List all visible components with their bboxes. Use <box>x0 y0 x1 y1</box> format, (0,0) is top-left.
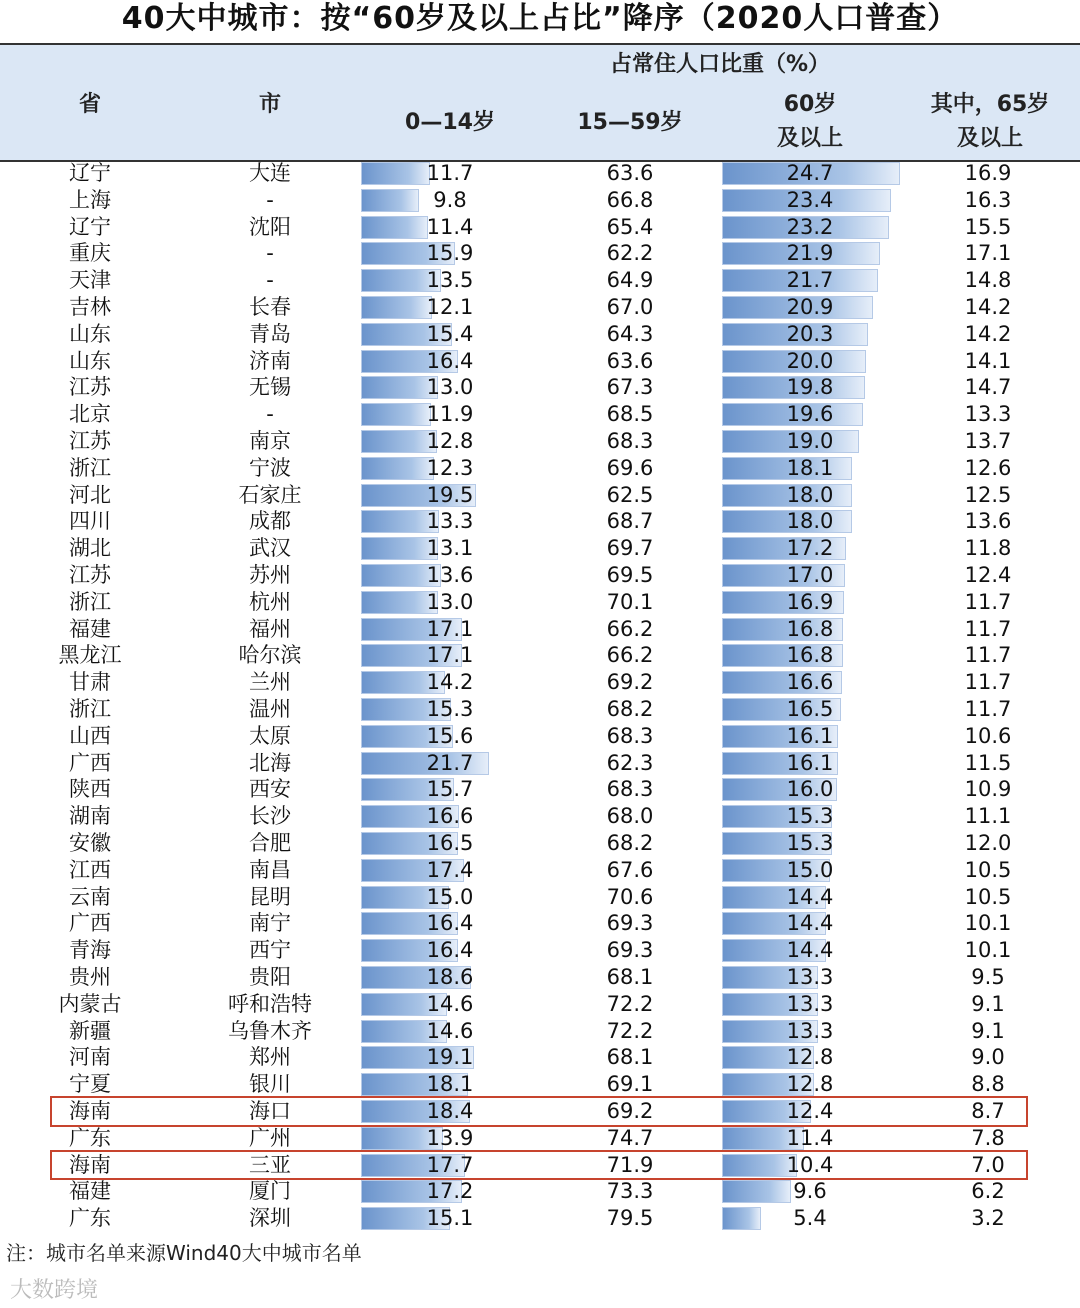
cell-province: 贵州 <box>69 965 111 989</box>
cell-age-0-14: 18.4 <box>426 1099 474 1123</box>
cell-city: 苏州 <box>249 563 291 587</box>
header-age-0-14: 0—14岁 <box>405 110 495 135</box>
cell-age-65: 12.5 <box>964 482 1012 507</box>
header-age-15-59: 15—59岁 <box>577 110 683 135</box>
cell-age-0-14: 12.8 <box>426 429 474 453</box>
cell-age-60: 14.4 <box>786 911 834 936</box>
cell-province: 福建 <box>69 616 111 641</box>
table-row <box>0 482 1080 509</box>
cell-age-65: 11.7 <box>964 670 1012 695</box>
cell-age-0-14: 16.4 <box>426 348 474 373</box>
cell-age-15-59: 68.7 <box>606 509 654 534</box>
cell-age-65: 8.8 <box>971 1072 1005 1097</box>
cell-province: 辽宁 <box>69 161 111 185</box>
table-header <box>0 43 1080 162</box>
cell-age-0-14: 15.0 <box>426 884 474 909</box>
cell-age-15-59: 62.3 <box>606 750 654 775</box>
cell-age-65: 11.1 <box>964 804 1012 829</box>
table-row <box>0 321 1080 348</box>
cell-age-0-14: 14.6 <box>426 1018 474 1043</box>
cell-age-65: 13.6 <box>964 509 1012 534</box>
footnote: 注：城市名单来源Wind40大中城市名单 <box>6 1241 362 1265</box>
cell-age-15-59: 72.2 <box>606 1018 654 1043</box>
table-row <box>0 910 1080 937</box>
cell-age-60: 16.8 <box>786 616 834 641</box>
cell-province: 青海 <box>69 938 111 963</box>
cell-age-15-59: 66.2 <box>606 643 654 668</box>
cell-age-0-14: 16.4 <box>426 938 474 963</box>
header-group: 占常住人口比重（%） <box>609 52 831 77</box>
table-row <box>0 1125 1080 1152</box>
cell-age-60: 10.4 <box>786 1152 834 1177</box>
cell-age-0-14: 11.4 <box>426 214 474 239</box>
cell-age-15-59: 69.3 <box>606 938 654 963</box>
cell-age-60: 14.4 <box>786 938 834 963</box>
cell-province: 浙江 <box>69 455 111 480</box>
cell-province: 河北 <box>69 482 111 507</box>
cell-province: 重庆 <box>69 241 111 266</box>
header-age-60-line2: 及以上 <box>776 126 843 151</box>
cell-age-65: 9.0 <box>971 1045 1005 1070</box>
cell-city: 长沙 <box>249 804 291 829</box>
cell-age-65: 12.0 <box>964 831 1012 855</box>
table-row <box>0 508 1080 535</box>
cell-age-15-59: 69.2 <box>606 670 654 695</box>
cell-age-65: 12.6 <box>964 455 1012 480</box>
cell-age-15-59: 68.1 <box>606 965 654 989</box>
cell-age-60: 18.1 <box>786 455 834 480</box>
table-row <box>0 1071 1080 1098</box>
cell-city: 太原 <box>249 723 291 748</box>
table-row <box>0 348 1080 375</box>
cell-city: 南京 <box>249 429 291 453</box>
cell-age-15-59: 64.9 <box>606 268 654 293</box>
highlight-box <box>50 1150 1028 1181</box>
cell-age-15-59: 68.3 <box>606 777 654 802</box>
cell-age-0-14: 15.6 <box>426 723 474 748</box>
header-city: 市 <box>258 92 281 117</box>
header-age-65-line1: 其中，65岁 <box>930 92 1050 117</box>
cell-province: 甘肃 <box>69 670 111 695</box>
cell-city: 青岛 <box>249 321 291 346</box>
cell-age-65: 14.7 <box>964 375 1012 400</box>
cell-city: 济南 <box>249 348 291 373</box>
cell-city: 南宁 <box>249 911 291 936</box>
cell-province: 新疆 <box>69 1018 111 1043</box>
table-row <box>0 830 1080 857</box>
cell-age-0-14: 18.1 <box>426 1072 474 1097</box>
cell-city: 乌鲁木齐 <box>228 1018 312 1043</box>
cell-age-60: 16.1 <box>786 750 834 775</box>
table-row <box>0 240 1080 267</box>
cell-age-15-59: 69.7 <box>606 536 654 561</box>
cell-age-15-59: 66.2 <box>606 616 654 641</box>
cell-age-15-59: 68.2 <box>606 697 654 721</box>
table-row <box>0 455 1080 482</box>
cell-province: 广西 <box>69 911 111 936</box>
table-row <box>0 535 1080 562</box>
table-row <box>0 964 1080 991</box>
cell-age-60: 17.2 <box>786 536 834 561</box>
cell-city: 宁波 <box>249 455 291 480</box>
cell-province: 黑龙江 <box>58 643 122 668</box>
cell-province: 江西 <box>69 857 111 882</box>
cell-age-15-59: 62.5 <box>606 482 654 507</box>
cell-city: 昆明 <box>249 884 291 909</box>
cell-age-60: 16.8 <box>786 643 834 668</box>
cell-age-15-59: 71.9 <box>606 1152 654 1177</box>
cell-age-15-59: 73.3 <box>606 1179 654 1204</box>
cell-age-65: 11.7 <box>964 589 1012 614</box>
cell-age-15-59: 72.2 <box>606 991 654 1016</box>
cell-age-60: 12.8 <box>786 1072 834 1097</box>
cell-age-15-59: 68.3 <box>606 429 654 453</box>
cell-province: 广西 <box>69 750 111 775</box>
cell-age-0-14: 17.7 <box>426 1152 474 1177</box>
table-row <box>0 991 1080 1018</box>
cell-age-65: 9.5 <box>971 965 1005 989</box>
table-row <box>0 1018 1080 1045</box>
cell-age-65: 13.7 <box>964 429 1012 453</box>
cell-age-60: 15.3 <box>786 804 834 829</box>
cell-province: 广东 <box>69 1125 111 1150</box>
cell-age-60: 23.2 <box>786 214 834 239</box>
cell-age-15-59: 68.5 <box>606 402 654 427</box>
table-row <box>0 803 1080 830</box>
cell-province: 海南 <box>69 1099 111 1123</box>
table-row <box>0 776 1080 803</box>
cell-province: 浙江 <box>69 589 111 614</box>
cell-age-60: 12.4 <box>786 1099 834 1123</box>
cell-age-0-14: 14.6 <box>426 991 474 1016</box>
table-row <box>0 401 1080 428</box>
cell-age-15-59: 68.2 <box>606 831 654 855</box>
table-row <box>0 374 1080 401</box>
table-row <box>0 1044 1080 1071</box>
cell-province: 河南 <box>69 1045 111 1070</box>
cell-age-65: 14.2 <box>964 321 1012 346</box>
cell-age-0-14: 16.6 <box>426 804 474 829</box>
cell-province: 内蒙古 <box>58 991 122 1016</box>
cell-city: 成都 <box>249 509 291 534</box>
cell-age-60: 11.4 <box>786 1125 834 1150</box>
table-row <box>0 696 1080 723</box>
cell-age-60: 20.0 <box>786 348 834 373</box>
cell-age-65: 14.1 <box>964 348 1012 373</box>
cell-province: 山西 <box>69 723 111 748</box>
cell-age-15-59: 68.0 <box>606 804 654 829</box>
cell-age-60: 24.7 <box>786 161 834 185</box>
cell-age-65: 10.9 <box>964 777 1012 802</box>
cell-age-60: 13.3 <box>786 991 834 1016</box>
table-row <box>0 642 1080 669</box>
cell-city: 长春 <box>249 295 291 319</box>
cell-city: - <box>266 241 274 266</box>
cell-city: 合肥 <box>249 831 291 855</box>
cell-age-65: 6.2 <box>971 1179 1005 1204</box>
cell-age-65: 13.3 <box>964 402 1012 427</box>
cell-age-0-14: 13.3 <box>426 509 474 534</box>
table-row <box>0 267 1080 294</box>
cell-age-0-14: 13.0 <box>426 375 474 400</box>
cell-city: 海口 <box>249 1099 291 1123</box>
table-row <box>0 214 1080 241</box>
cell-age-65: 10.5 <box>964 857 1012 882</box>
cell-age-0-14: 19.5 <box>426 482 474 507</box>
cell-age-15-59: 66.8 <box>606 187 654 212</box>
cell-province: 陕西 <box>69 777 111 802</box>
cell-age-60: 16.5 <box>786 697 834 721</box>
table-row <box>0 857 1080 884</box>
cell-age-0-14: 15.7 <box>426 777 474 802</box>
cell-age-0-14: 17.1 <box>426 643 474 668</box>
cell-city: 广州 <box>249 1125 291 1150</box>
cell-age-0-14: 11.7 <box>426 161 474 185</box>
cell-province: 浙江 <box>69 697 111 721</box>
cell-age-60: 16.1 <box>786 723 834 748</box>
table-row <box>0 294 1080 321</box>
cell-age-60: 13.3 <box>786 965 834 989</box>
cell-province: 吉林 <box>69 295 111 319</box>
table-row <box>0 428 1080 455</box>
cell-city: 兰州 <box>249 670 291 695</box>
cell-age-0-14: 15.9 <box>426 241 474 266</box>
cell-age-15-59: 69.3 <box>606 911 654 936</box>
cell-age-65: 16.9 <box>964 161 1012 185</box>
table-row <box>0 1205 1080 1232</box>
cell-age-60: 19.8 <box>786 375 834 400</box>
cell-province: 天津 <box>69 268 111 293</box>
cell-province: 海南 <box>69 1152 111 1177</box>
cell-age-15-59: 63.6 <box>606 161 654 185</box>
cell-city: 贵阳 <box>249 965 291 989</box>
cell-age-65: 14.2 <box>964 295 1012 319</box>
cell-age-65: 10.5 <box>964 884 1012 909</box>
table-row <box>0 937 1080 964</box>
cell-age-65: 3.2 <box>971 1206 1005 1231</box>
cell-age-0-14: 17.1 <box>426 616 474 641</box>
cell-province: 江苏 <box>69 563 111 587</box>
cell-age-65: 17.1 <box>964 241 1012 266</box>
cell-age-0-14: 15.4 <box>426 321 474 346</box>
cell-city: 南昌 <box>249 857 291 882</box>
table-row <box>0 187 1080 214</box>
cell-age-15-59: 67.0 <box>606 295 654 319</box>
chart-title: 40大中城市：按“60岁及以上占比”降序（2020人口普查） <box>121 1 959 36</box>
cell-age-0-14: 13.5 <box>426 268 474 293</box>
cell-age-0-14: 13.1 <box>426 536 474 561</box>
cell-city: 西安 <box>249 777 291 802</box>
cell-age-15-59: 68.1 <box>606 1045 654 1070</box>
cell-city: 哈尔滨 <box>238 643 302 668</box>
cell-age-15-59: 69.1 <box>606 1072 654 1097</box>
cell-age-65: 15.5 <box>964 214 1012 239</box>
cell-province: 江苏 <box>69 375 111 400</box>
cell-city: 温州 <box>249 697 291 721</box>
cell-age-60: 19.6 <box>786 402 834 427</box>
cell-age-15-59: 69.6 <box>606 455 654 480</box>
cell-province: 福建 <box>69 1179 111 1204</box>
cell-age-15-59: 69.5 <box>606 563 654 587</box>
header-age-65-line2: 及以上 <box>956 126 1023 151</box>
cell-city: 沈阳 <box>249 214 291 239</box>
table-row <box>0 723 1080 750</box>
cell-age-65: 9.1 <box>971 1018 1005 1043</box>
cell-age-60: 20.3 <box>786 321 834 346</box>
table-row <box>0 616 1080 643</box>
cell-age-0-14: 17.4 <box>426 857 474 882</box>
cell-age-15-59: 62.2 <box>606 241 654 266</box>
cell-age-60: 21.7 <box>786 268 834 293</box>
cell-age-15-59: 79.5 <box>606 1206 654 1231</box>
cell-province: 山东 <box>69 321 111 346</box>
cell-city: 呼和浩特 <box>228 991 312 1016</box>
cell-age-15-59: 65.4 <box>606 214 654 239</box>
cell-city: 银川 <box>249 1072 291 1097</box>
cell-age-60: 16.6 <box>786 670 834 695</box>
table-row <box>0 589 1080 616</box>
cell-age-15-59: 64.3 <box>606 321 654 346</box>
cell-age-0-14: 15.3 <box>426 697 474 721</box>
cell-age-60: 9.6 <box>793 1179 827 1204</box>
cell-province: 云南 <box>69 884 111 909</box>
cell-age-65: 11.7 <box>964 616 1012 641</box>
highlight-box <box>50 1096 1028 1127</box>
cell-age-60: 18.0 <box>786 509 834 534</box>
cell-city: 武汉 <box>249 536 291 561</box>
cell-age-0-14: 11.9 <box>426 402 474 427</box>
header-age-60-line1: 60岁 <box>783 92 837 117</box>
watermark: 大数跨境 <box>10 1278 99 1303</box>
cell-age-65: 11.5 <box>964 750 1012 775</box>
cell-city: 郑州 <box>249 1045 291 1070</box>
cell-age-0-14: 14.2 <box>426 670 474 695</box>
cell-city: 北海 <box>249 750 291 775</box>
cell-province: 四川 <box>69 509 111 534</box>
cell-age-65: 7.8 <box>971 1125 1005 1150</box>
cell-age-0-14: 21.7 <box>426 750 474 775</box>
cell-age-15-59: 63.6 <box>606 348 654 373</box>
cell-city: 西宁 <box>249 938 291 963</box>
cell-age-65: 9.1 <box>971 991 1005 1016</box>
cell-age-65: 14.8 <box>964 268 1012 293</box>
cell-city: - <box>266 402 274 427</box>
cell-province: 山东 <box>69 348 111 373</box>
cell-age-60: 12.8 <box>786 1045 834 1070</box>
cell-city: 厦门 <box>249 1179 291 1204</box>
cell-age-0-14: 13.6 <box>426 563 474 587</box>
cell-age-65: 8.7 <box>971 1099 1005 1123</box>
cell-age-60: 16.9 <box>786 589 834 614</box>
cell-age-65: 12.4 <box>964 563 1012 587</box>
cell-age-65: 7.0 <box>971 1152 1005 1177</box>
cell-age-65: 10.6 <box>964 723 1012 748</box>
cell-city: 大连 <box>249 161 291 185</box>
cell-city: - <box>266 187 274 212</box>
cell-age-65: 11.7 <box>964 643 1012 668</box>
cell-age-60: 23.4 <box>786 187 834 212</box>
cell-age-0-14: 19.1 <box>426 1045 474 1070</box>
cell-city: 三亚 <box>249 1152 291 1177</box>
table-row <box>0 1178 1080 1205</box>
cell-age-65: 10.1 <box>964 938 1012 963</box>
cell-city: 杭州 <box>249 589 291 614</box>
cell-age-60: 20.9 <box>786 295 834 319</box>
cell-age-60: 18.0 <box>786 482 834 507</box>
cell-province: 江苏 <box>69 429 111 453</box>
cell-age-60: 13.3 <box>786 1018 834 1043</box>
header-province: 省 <box>78 92 101 117</box>
cell-age-65: 10.1 <box>964 911 1012 936</box>
cell-city: 深圳 <box>249 1206 291 1231</box>
cell-province: 湖南 <box>69 804 111 829</box>
cell-age-60: 17.0 <box>786 563 834 587</box>
table-body <box>0 160 1080 1233</box>
cell-age-0-14: 12.1 <box>426 295 474 319</box>
cell-province: 湖北 <box>69 536 111 561</box>
cell-age-65: 11.7 <box>964 697 1012 721</box>
cell-age-0-14: 18.6 <box>426 965 474 989</box>
cell-age-60: 15.3 <box>786 831 834 855</box>
cell-age-60: 15.0 <box>786 857 834 882</box>
table-row <box>0 562 1080 589</box>
cell-age-65: 16.3 <box>964 187 1012 212</box>
cell-city: - <box>266 268 274 293</box>
cell-city: 无锡 <box>249 375 291 400</box>
cell-age-0-14: 12.3 <box>426 455 474 480</box>
table-row <box>0 884 1080 911</box>
cell-age-60: 21.9 <box>786 241 834 266</box>
cell-age-0-14: 13.0 <box>426 589 474 614</box>
cell-age-60: 16.0 <box>786 777 834 802</box>
cell-age-15-59: 67.3 <box>606 375 654 400</box>
cell-age-60: 5.4 <box>793 1206 827 1231</box>
cell-province: 北京 <box>69 402 111 427</box>
cell-city: 石家庄 <box>238 482 302 507</box>
table-row <box>0 750 1080 777</box>
table-row <box>0 160 1080 187</box>
cell-age-0-14: 13.9 <box>426 1125 474 1150</box>
cell-age-60: 19.0 <box>786 429 834 453</box>
cell-age-0-14: 15.1 <box>426 1206 474 1231</box>
cell-age-15-59: 70.6 <box>606 884 654 909</box>
cell-province: 广东 <box>69 1206 111 1231</box>
cell-age-0-14: 16.4 <box>426 911 474 936</box>
cell-province: 宁夏 <box>69 1072 111 1097</box>
cell-age-0-14: 9.8 <box>433 187 467 212</box>
cell-province: 辽宁 <box>69 214 111 239</box>
cell-age-0-14: 16.5 <box>426 831 474 855</box>
cell-age-15-59: 69.2 <box>606 1099 654 1123</box>
cell-age-15-59: 68.3 <box>606 723 654 748</box>
cell-age-15-59: 74.7 <box>606 1125 654 1150</box>
cell-age-0-14: 17.2 <box>426 1179 474 1204</box>
cell-city: 福州 <box>249 616 291 641</box>
cell-age-15-59: 67.6 <box>606 857 654 882</box>
cell-age-60: 14.4 <box>786 884 834 909</box>
cell-age-65: 11.8 <box>964 536 1012 561</box>
cell-province: 上海 <box>69 187 111 212</box>
cell-age-15-59: 70.1 <box>606 589 654 614</box>
cell-province: 安徽 <box>69 831 111 855</box>
table-row <box>0 669 1080 696</box>
